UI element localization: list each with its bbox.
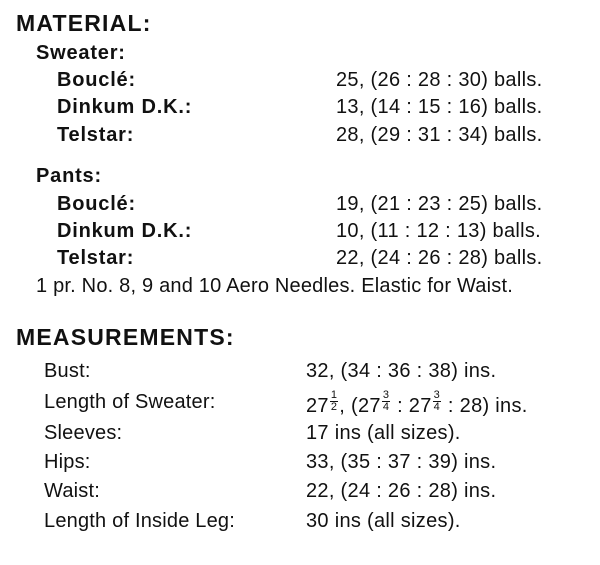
fraction-three-quarters: $\frac{3}{4}$ <box>433 389 441 413</box>
pants-yarn-telstar: Telstar: <box>57 247 135 269</box>
measure-label-waist: Waist: <box>44 480 101 502</box>
sweater-length-mid: , (27 <box>339 395 381 417</box>
sweater-yarn-boucle: Bouclé: <box>57 69 136 91</box>
sweater-amount-dinkum: 13, (14 : 15 : 16) balls. <box>336 96 543 118</box>
measure-value-inside-leg: 30 ins (all sizes). <box>306 510 461 532</box>
material-heading: MATERIAL: <box>16 10 152 36</box>
sweater-amount-telstar: 28, (29 : 31 : 34) balls. <box>336 124 543 146</box>
pants-yarn-boucle: Bouclé: <box>57 193 136 215</box>
measure-label-bust: Bust: <box>44 360 91 382</box>
sweater-length-sep: : 27 <box>391 395 432 417</box>
pants-heading: Pants: <box>36 165 102 187</box>
sweater-amount-boucle: 25, (26 : 28 : 30) balls. <box>336 69 543 91</box>
sweater-heading: Sweater: <box>36 42 126 64</box>
sweater-yarn-telstar: Telstar: <box>57 124 135 146</box>
fraction-three-quarters: $\frac{3}{4}$ <box>382 389 390 413</box>
fraction-half: $\frac{1}{2}$ <box>330 389 338 413</box>
measure-value-hips: 33, (35 : 37 : 39) ins. <box>306 451 497 473</box>
pants-amount-boucle: 19, (21 : 23 : 25) balls. <box>336 193 543 215</box>
measure-value-bust: 32, (34 : 36 : 38) ins. <box>306 360 497 382</box>
pants-yarn-dinkum: Dinkum D.K.: <box>57 220 193 242</box>
pants-amount-telstar: 22, (24 : 26 : 28) balls. <box>336 247 543 269</box>
needles-note: 1 pr. No. 8, 9 and 10 Aero Needles. Elastic for Waist. <box>36 275 513 297</box>
measure-value-sweater-length <box>306 390 528 416</box>
measure-label-sweater-length: Length of Sweater: <box>44 391 216 413</box>
sweater-yarn-dinkum: Dinkum D.K.: <box>57 96 193 118</box>
measure-label-hips: Hips: <box>44 451 91 473</box>
measure-label-sleeves: Sleeves: <box>44 422 123 444</box>
sweater-length-end: : 28) ins. <box>442 395 528 417</box>
measure-label-inside-leg: Length of Inside Leg: <box>44 510 236 532</box>
measure-value-sleeves: 17 ins (all sizes). <box>306 422 461 444</box>
measurements-heading: MEASUREMENTS: <box>16 324 235 350</box>
sweater-length-whole: 27 <box>306 395 329 417</box>
pants-amount-dinkum: 10, (11 : 12 : 13) balls. <box>336 220 542 242</box>
measure-value-waist: 22, (24 : 26 : 28) ins. <box>306 480 497 502</box>
